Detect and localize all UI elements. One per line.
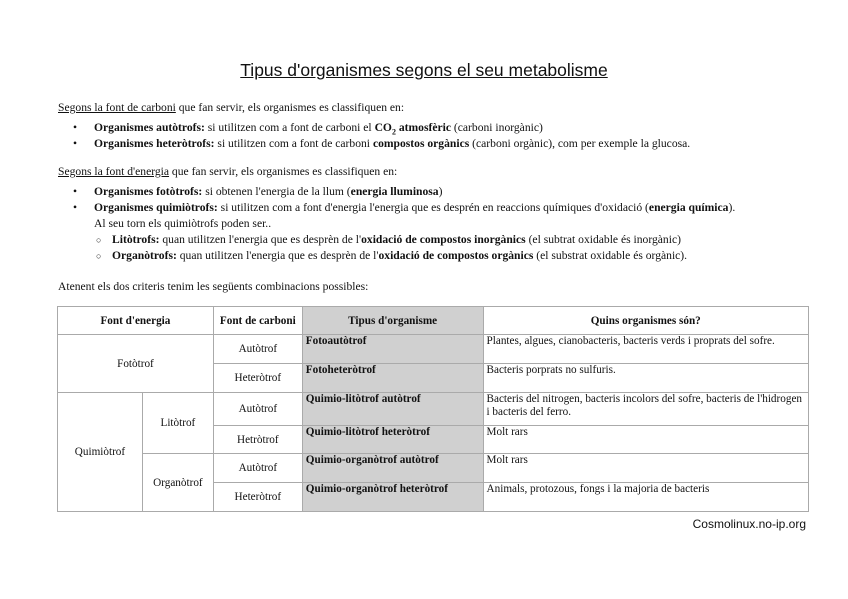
- cell-type: Fotoautòtrof: [302, 335, 483, 364]
- cell-carbon: Autòtrof: [213, 335, 302, 364]
- table-row: [58, 393, 809, 426]
- organism-table: [57, 306, 809, 512]
- cell-type: Quimio-litòtrof autòtrof: [302, 393, 483, 426]
- cell-carbon: Heteròtrof: [213, 483, 302, 512]
- list-item: • Organismes fotòtrofs: si obtenen l'energia de la llum (energia lluminosa): [73, 185, 443, 198]
- circle-bullet-icon: ○: [96, 235, 102, 245]
- header-which-organisms: Quins organismes són?: [483, 307, 808, 335]
- carbon-intro: [58, 101, 404, 114]
- table-header-row: [58, 307, 809, 335]
- energy-intro-rest: que fan servir, els organismes es classifiquen en:: [169, 165, 398, 178]
- header-organism-type: Tipus d'organisme: [302, 307, 483, 335]
- energy-intro-underlined: Segons la font d'energia: [58, 165, 170, 178]
- carbon-intro-rest: que fan servir, els organismes es classifiquen en:: [175, 101, 405, 114]
- cell-type: Quimio-litòtrof heteròtrof: [302, 426, 483, 454]
- list-item: • Organismes heteròtrofs: si utilitzen com a font de carboni compostos orgànics (carboni orgànic), com per exemple la glucosa.: [73, 137, 691, 150]
- cell-examples: Bacteris porprats no sulfuris.: [483, 364, 808, 393]
- carbon-intro-underlined: Segons la font de carboni: [58, 101, 176, 114]
- cell-carbon: Hetròtrof: [213, 426, 302, 454]
- cell-examples: Plantes, algues, cianobacteris, bacteris verds i proprats del sofre.: [483, 335, 808, 364]
- list-item: • Organismes autòtrofs: si utilitzen com a font de carboni el $CO_2$ atmosfèric (carboni inorgànic): [73, 121, 543, 137]
- bullet-icon: •: [73, 185, 78, 198]
- list-item: ○ Litòtrofs: quan utilitzen l'energia que es desprèn de l'oxidació de compostos inorgànics (el subtrat oxidable és inorgànic): [96, 233, 681, 246]
- bullet-icon: •: [73, 121, 78, 134]
- cell-type: Quimio-organòtrof autòtrof: [302, 454, 483, 483]
- circle-bullet-icon: ○: [96, 251, 102, 261]
- energy-list: [58, 184, 735, 264]
- bullet-icon: •: [73, 201, 78, 214]
- cell-type: Fotoheteròtrof: [302, 364, 483, 393]
- cell-quimiotrof: Quimiòtrof: [58, 393, 143, 512]
- cell-fototrof: Fotòtrof: [58, 335, 214, 393]
- energy-intro: [58, 165, 397, 178]
- bullet-icon: •: [73, 137, 78, 150]
- carbon-list: [58, 120, 690, 152]
- energy-continuation: Al seu torn els quimiòtrofs poden ser..: [94, 217, 272, 230]
- page-title: Tipus d'organismes segons el seu metabolisme: [240, 60, 608, 80]
- list-item: ○ Organòtrofs: quan utilitzen l'energia que es desprèn de l'oxidació de compostos orgànics (el substrat oxidable és orgànic).: [96, 249, 688, 262]
- cell-type: Quimio-organòtrof heteròtrof: [302, 483, 483, 512]
- cell-carbon: Heteròtrof: [213, 364, 302, 393]
- cell-examples: Bacteris del nitrogen, bacteris incolors del sofre, bacteris de l'hidrogen i bacteris del ferro.: [483, 393, 808, 426]
- header-energy-source: Font d'energia: [58, 307, 214, 335]
- cell-litotrof: Litòtrof: [142, 393, 213, 454]
- cell-carbon: Autòtrof: [213, 454, 302, 483]
- cell-carbon: Autòtrof: [213, 393, 302, 426]
- footer-site: Cosmolinux.no-ip.org: [692, 517, 806, 531]
- cell-examples: Animals, protozous, fongs i la majoria de bacteris: [483, 483, 808, 512]
- energy-sublist: [58, 232, 735, 264]
- list-item: • Organismes quimiòtrofs: si utilitzen com a font d'energia l'energia que es desprén en reaccions químiques d'oxidació (energia química).: [73, 201, 736, 214]
- header-carbon-source: Font de carboni: [213, 307, 302, 335]
- cell-organotrof: Organòtrof: [142, 454, 213, 512]
- cell-examples: Molt rars: [483, 426, 808, 454]
- table-row: [58, 454, 809, 483]
- cell-examples: Molt rars: [483, 454, 808, 483]
- table-row: [58, 335, 809, 364]
- combinations-intro: Atenent els dos criteris tenim les següents combinacions possibles:: [58, 280, 369, 293]
